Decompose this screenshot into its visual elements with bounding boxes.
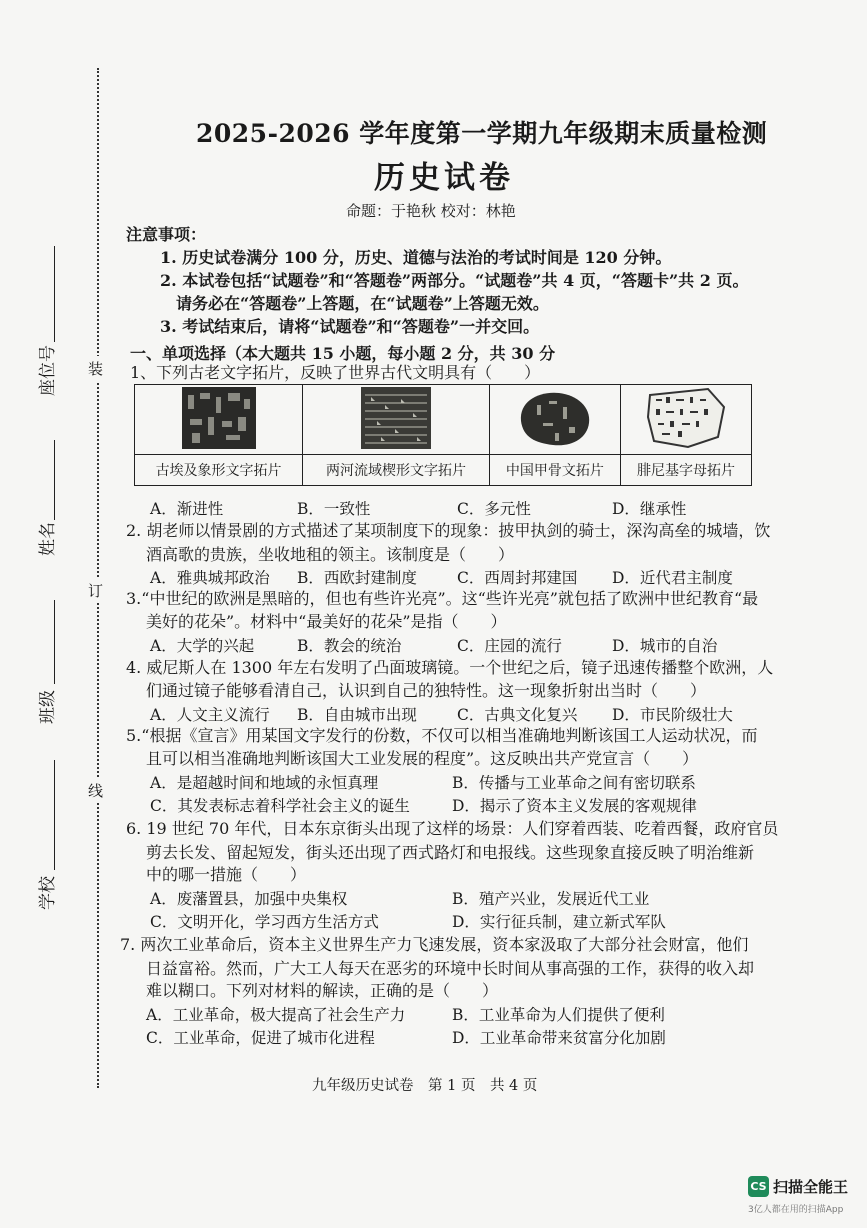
question-stem: 7. 两次工业革命后，资本主义世界生产力飞速发展，资本家汲取了大部分社会财富，他们 xyxy=(120,935,749,954)
option-d: D．市民阶级壮大 xyxy=(612,706,733,724)
option-b: B．一致性 xyxy=(297,500,371,518)
option-d: D．继承性 xyxy=(612,500,687,518)
table-caption: 腓尼基字母拓片 xyxy=(620,455,751,486)
question-stem: 5.“根据《宣言》用某国文字发行的份数，不仅可以相当准确地判断该国工人运动状况，而 xyxy=(126,726,758,745)
question-stem: 且可以相当准确地判断该国大工业发展的程度”。这反映出共产党宣言（ ） xyxy=(146,749,699,768)
option-a: A．工业革命，极大提高了社会生产力 xyxy=(146,1006,406,1024)
rubbing-table xyxy=(134,384,752,486)
exam-subtitle: 历史试卷 xyxy=(374,160,514,196)
question-stem: 3.“中世纪的欧洲是黑暗的，但也有些许光亮”。这“些许光亮”就包括了欧洲中世纪教育“最 xyxy=(126,589,759,608)
option-c: C．多元性 xyxy=(457,500,531,518)
option-d: D．工业革命带来贫富分化加剧 xyxy=(452,1029,666,1047)
question-stem: 中的哪一措施（ ） xyxy=(146,865,307,884)
question-stem: 们通过镜子能够看清自己，认识到自己的独特性。这一现象折射出当时（ ） xyxy=(146,681,707,700)
scanner-logo-icon: CS xyxy=(748,1176,769,1197)
option-c: C．庄园的流行 xyxy=(457,637,562,655)
note-item: 2. 本试卷包括“试题卷”和“答题卷”两部分。“试题卷”共 4 页，“答题卡”共 2 页。 xyxy=(160,271,749,290)
option-a: A．废藩置县，加强中央集权 xyxy=(150,890,348,908)
phoenician-rubbing-image xyxy=(620,385,751,455)
question-stem: 4. 威尼斯人在 1300 年左右发明了凸面玻璃镜。一个世纪之后，镜子迅速传播整个欧洲，人 xyxy=(126,658,774,677)
option-b: B．教会的统治 xyxy=(297,637,402,655)
option-d: D．近代君主制度 xyxy=(612,569,733,587)
question-stem: 酒高歌的贵族，坐收地租的领主。该制度是（ ） xyxy=(146,545,515,564)
exam-title: 2025-2026 学年度第一学期九年级期末质量检测 xyxy=(196,119,768,148)
notes-heading: 注意事项： xyxy=(126,225,207,244)
option-d: D．城市的自治 xyxy=(612,637,718,655)
oracle-bone-rubbing-image xyxy=(489,385,620,455)
question-stem: 2. 胡老师以情景剧的方式描述了某项制度下的现象：披甲执剑的骑士，深沟高垒的城墙，饮 xyxy=(126,521,771,540)
option-c: C．工业革命，促进了城市化进程 xyxy=(146,1029,375,1047)
seat-number-label: 座位号 xyxy=(38,345,58,396)
scanner-watermark xyxy=(748,1176,848,1197)
note-item: 3. 考试结束后，请将“试题卷”和“答题卷”一并交回。 xyxy=(160,317,540,336)
option-b: B．西欧封建制度 xyxy=(297,569,417,587)
scanner-name: 扫描全能王 xyxy=(773,1178,849,1196)
question-stem: 美好的花朵”。材料中“最美好的花朵”是指（ ） xyxy=(146,612,507,631)
table-caption: 两河流域楔形文字拓片 xyxy=(303,455,490,486)
question-stem: 难以糊口。下列对材料的解读，正确的是（ ） xyxy=(146,981,499,1000)
question-stem: 6. 19 世纪 70 年代，日本东京街头出现了这样的场景：人们穿着西装、吃着西餐，政府官员 xyxy=(126,819,779,838)
option-b: B．自由城市出现 xyxy=(297,706,417,724)
option-c: C．其发表标志着科学社会主义的诞生 xyxy=(150,797,410,815)
option-c: C．文明开化，学习西方生活方式 xyxy=(150,913,379,931)
option-d: D．揭示了资本主义发展的客观规律 xyxy=(452,797,697,815)
question-stem: 剪去长发、留起短发，街头还出现了西式路灯和电报线。这些现象直接反映了明治维新 xyxy=(146,843,755,862)
binding-char-ding: 订 xyxy=(88,578,103,603)
table-caption: 古埃及象形文字拓片 xyxy=(135,455,303,486)
egyptian-rubbing-image xyxy=(135,385,303,455)
option-b: B．殖产兴业，发展近代工业 xyxy=(452,890,650,908)
name-label: 姓名 xyxy=(38,522,58,556)
option-b: B．工业革命为人们提供了便利 xyxy=(452,1006,665,1024)
class-label: 班级 xyxy=(38,690,58,724)
binding-char-zhuang: 装 xyxy=(88,356,103,381)
section-heading: 一、单项选择（本大题共 15 小题，每小题 2 分，共 30 分 xyxy=(130,344,556,363)
option-c: C．古典文化复兴 xyxy=(457,706,578,724)
scanner-tagline: 3亿人都在用的扫描App xyxy=(748,1205,844,1215)
option-a: A．是超越时间和地域的永恒真理 xyxy=(150,774,379,792)
question-stem: 日益富裕。然而，广大工人每天在恶劣的环境中长时间从事高强的工作，获得的收入却 xyxy=(146,959,755,978)
option-a: A．雅典城邦政治 xyxy=(150,569,270,587)
class-blank xyxy=(54,600,55,684)
seat-number-blank xyxy=(54,246,55,342)
note-item: 1. 历史试卷满分 100 分，历史、道德与法治的考试时间是 120 分钟。 xyxy=(160,248,672,267)
note-item: 请务必在“答题卷”上答题，在“试题卷”上答题无效。 xyxy=(176,294,549,313)
cuneiform-rubbing-image xyxy=(303,385,490,455)
option-a: A．渐进性 xyxy=(150,500,224,518)
table-caption: 中国甲骨文拓片 xyxy=(489,455,620,486)
page-footer: 九年级历史试卷 第 1 页 共 4 页 xyxy=(312,1078,538,1094)
option-a: A．大学的兴起 xyxy=(150,637,255,655)
option-b: B．传播与工业革命之间有密切联系 xyxy=(452,774,696,792)
authors-line: 命题：于艳秋 校对：林艳 xyxy=(346,202,516,220)
option-c: C．西周封邦建国 xyxy=(457,569,578,587)
school-blank xyxy=(54,760,55,870)
binding-char-xian: 线 xyxy=(88,778,103,803)
option-a: A．人文主义流行 xyxy=(150,706,270,724)
name-blank xyxy=(54,440,55,520)
school-label: 学校 xyxy=(38,876,58,910)
option-d: D．实行征兵制，建立新式军队 xyxy=(452,913,666,931)
question-stem: 1、下列古老文字拓片，反映了世界古代文明具有（ ） xyxy=(130,363,541,382)
